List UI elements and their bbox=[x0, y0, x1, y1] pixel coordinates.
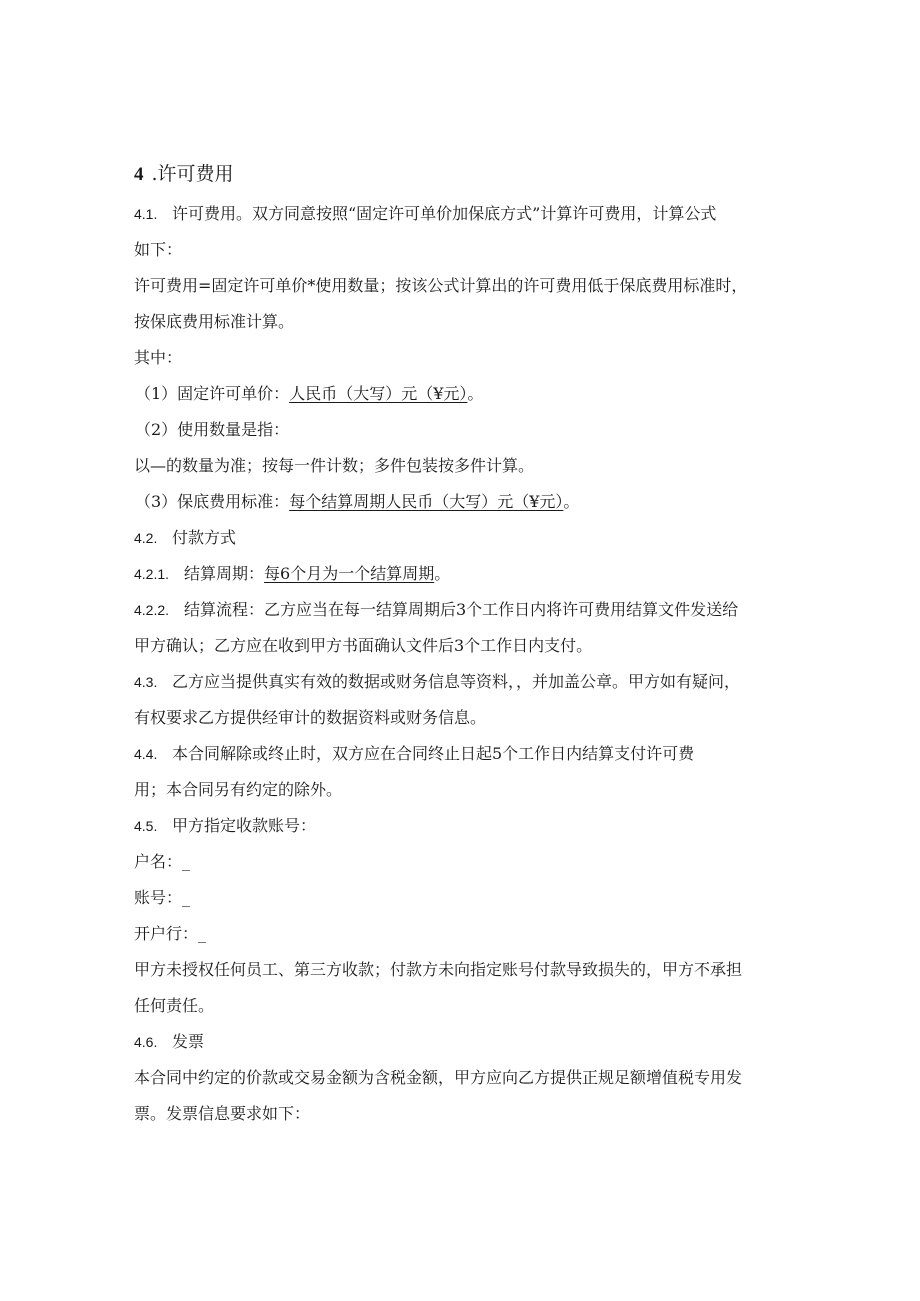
clause-4-5 bbox=[134, 814, 316, 838]
clause-4-1-line-1 bbox=[134, 202, 716, 226]
clause-number: 4.5. bbox=[134, 818, 158, 834]
clause-number: 4.2.1. bbox=[134, 566, 170, 582]
clause-text: 付款方式 bbox=[172, 528, 237, 547]
section-heading bbox=[134, 160, 234, 189]
item-2-detail: 以—的数量为准；按每一件计数；多件包装按多件计算。 bbox=[134, 456, 535, 475]
clause-4-2-2-line-1 bbox=[134, 598, 738, 622]
clause-4-4-line-2: 用；本合同另有约定的除外。 bbox=[134, 780, 343, 799]
clause-text: 发票 bbox=[172, 1032, 205, 1051]
clause-number: 4.6. bbox=[134, 1034, 158, 1050]
clause-4-1-line-2: 如下： bbox=[134, 240, 183, 259]
item-1-value: 人民币（大写）元（¥元） bbox=[289, 384, 468, 403]
clause-4-6 bbox=[134, 1030, 204, 1054]
clause-text: 结算流程：乙方应当在每一结算周期后3个工作日内将许可费用结算文件发送给 bbox=[184, 600, 739, 619]
clause-4-4-line-1 bbox=[134, 742, 694, 766]
formula-line-2: 按保底费用标准计算。 bbox=[134, 312, 295, 331]
invoice-line-2: 票。发票信息要求如下： bbox=[134, 1104, 311, 1123]
clause-4-2 bbox=[134, 526, 236, 550]
clause-4-2-1 bbox=[134, 562, 450, 586]
item-3 bbox=[135, 490, 579, 514]
clause-number: 4.1. bbox=[134, 206, 158, 222]
invoice-line-1: 本合同中约定的价款或交易金额为含税金额，甲方应向乙方提供正规足额增值税专用发 bbox=[134, 1068, 743, 1087]
item-3-value: 每个结算周期人民币（大写）元（¥元） bbox=[289, 492, 564, 511]
item-2: （2）使用数量是指： bbox=[135, 420, 290, 439]
clause-text: 许可费用。双方同意按照“固定许可单价加保底方式”计算许可费用，计算公式 bbox=[172, 204, 717, 223]
clause-number: 4.2. bbox=[134, 530, 158, 546]
item-1-end: 。 bbox=[467, 384, 484, 403]
clause-end: 。 bbox=[434, 564, 451, 583]
clause-label: 结算周期： bbox=[184, 564, 265, 583]
clause-4-3-line-1 bbox=[134, 670, 740, 694]
clause-value: 每6个月为一个结算周期 bbox=[264, 564, 435, 583]
clause-number: 4.3. bbox=[134, 674, 158, 690]
clause-number: 4.4. bbox=[134, 746, 158, 762]
notice-line-1: 甲方未授权任何员工、第三方收款；付款方未向指定账号付款导致损失的，甲方不承担 bbox=[134, 960, 743, 979]
clause-text: 乙方应当提供真实有效的数据或财务信息等资料，，并加盖公章。甲方如有疑问， bbox=[172, 672, 741, 691]
clause-number: 4.2.2. bbox=[134, 602, 170, 618]
item-1 bbox=[135, 382, 483, 406]
where-label: 其中： bbox=[134, 348, 183, 367]
account-name-line: 户名：_ bbox=[134, 852, 191, 871]
account-number-line: 账号：_ bbox=[134, 888, 191, 907]
account-bank-line: 开户行：_ bbox=[134, 924, 207, 943]
item-1-label: （1）固定许可单价： bbox=[135, 384, 290, 403]
item-3-label: （3）保底费用标准： bbox=[135, 492, 290, 511]
clause-4-2-2-line-2: 甲方确认；乙方应在收到甲方书面确认文件后3个工作日内支付。 bbox=[134, 636, 593, 655]
clause-text: 本合同解除或终止时，双方应在合同终止日起5个工作日内结算支付许可费 bbox=[172, 744, 695, 763]
section-number: 4 bbox=[134, 164, 144, 185]
clause-4-3-line-2: 有权要求乙方提供经审计的数据资料或财务信息。 bbox=[134, 708, 487, 727]
clause-text: 甲方指定收款账号： bbox=[172, 816, 317, 835]
formula-line-1: 许可费用=固定许可单价*使用数量；按该公式计算出的许可费用低于保底费用标准时， bbox=[134, 276, 748, 295]
notice-line-2: 任何责任。 bbox=[134, 996, 215, 1015]
section-title: .许可费用 bbox=[151, 163, 234, 185]
item-3-end: 。 bbox=[563, 492, 580, 511]
